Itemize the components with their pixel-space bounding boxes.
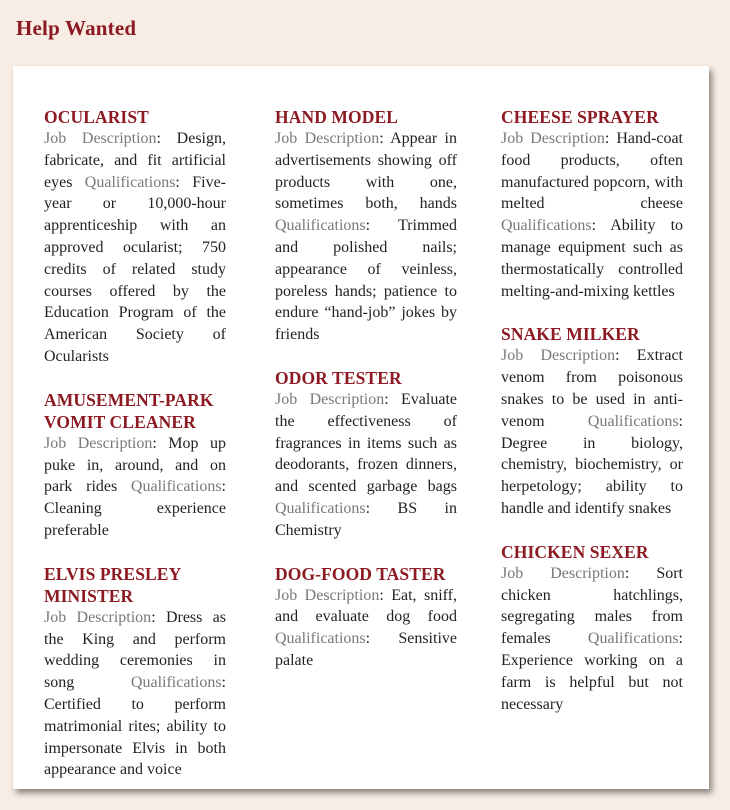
job-qualifications: BS in Chemistry <box>275 499 457 539</box>
job-description: Extract venom from poisonous snakes to be used in anti-venom <box>501 347 683 430</box>
job-description: Evaluate the effectiveness of fragrances in items such as deodorants, frozen dinners, and scented garbage bags <box>275 390 457 496</box>
job-qualifications: Ability to manage equipment such as thermostatically controlled melting-and-mixing kettles <box>501 217 684 300</box>
job-title: DOG-FOOD TASTER <box>275 563 446 584</box>
job-text: Job Description: Hand-coat food products, often manufactured popcorn, with melted cheese Qualifications: Ability to manage equipment such as thermostatically controlled melting-and-mixing kettles <box>501 130 684 300</box>
description-label: Job Description <box>275 390 385 408</box>
job-title: OCULARIST <box>44 107 149 127</box>
job-text: Job Description: Eat, sniff, and evaluate dog food Qualifications: Sensitive palate <box>275 586 457 669</box>
job-title: CHEESE SPRAYER <box>501 107 659 127</box>
description-label: Job Description <box>501 564 625 582</box>
qualifications-label: Qualifications <box>587 412 679 430</box>
job-description: Appear in advertisements showing off products with one, sometimes both, hands <box>275 130 457 213</box>
description-label: Job Description <box>44 608 152 626</box>
qualifications-label: Qualifications <box>275 630 366 648</box>
page-title: Help Wanted <box>16 16 137 40</box>
job-title: ELVIS PRESLEY MINISTER <box>44 563 181 606</box>
job-description: Eat, sniff, and evaluate dog food <box>275 586 457 626</box>
description-label: Job Description <box>275 130 380 147</box>
job-qualifications: Degree in biology, chemistry, biochemistry, or herpetology; ability to handle and identify snakes <box>501 434 683 517</box>
job-listing-odor-tester <box>275 367 457 542</box>
job-text: Job Description: Extract venom from poisonous snakes to be used in anti-venom Qualifications: Degree in biology, chemistry, biochemistry, or herpetology; ability to handle and identify snakes <box>501 347 683 517</box>
job-qualifications: Sensitive palate <box>275 630 457 669</box>
qualifications-label: Qualifications <box>275 217 366 235</box>
qualifications-label: Qualifications <box>587 630 679 648</box>
job-description: Design, fabricate, and fit artificial eyes <box>44 130 226 191</box>
qualifications-label: Qualifications <box>501 217 592 235</box>
job-text: Job Description: Dress as the King and perform wedding ceremonies in song Qualifications: Certified to perform matrimonial rites; ability to impersonate Elvis in both appearance and voice <box>44 608 227 779</box>
listing-column-3 <box>501 106 683 736</box>
job-text: Job Description: Sort chicken hatchlings, segregating males from females Qualifications: Experience working on a farm is helpful but not necessary <box>501 564 683 713</box>
job-listing-hand-model <box>275 106 457 346</box>
listing-column-2 <box>275 106 457 693</box>
job-description: Hand-coat food products, often manufactured popcorn, with melted cheese <box>501 130 683 213</box>
job-title: SNAKE MILKER <box>501 324 640 345</box>
description-label: Job Description <box>44 130 157 147</box>
job-title: CHICKEN SEXER <box>501 541 649 562</box>
job-listing-dog-food-taster <box>275 563 457 672</box>
listing-column-1 <box>44 106 226 802</box>
job-text: Job Description: Mop up puke in, around, and on park rides Qualifications: Cleaning experience preferable <box>44 434 227 539</box>
qualifications-label: Qualifications <box>275 499 366 517</box>
job-listing-ocularist <box>44 106 226 368</box>
job-qualifications: Five-year or 10,000-hour apprenticeship with an approved ocularist; 750 credits of related study courses offered by the Education Program of the American Society of Ocularists <box>44 173 226 365</box>
description-label: Job Description <box>275 586 380 604</box>
qualifications-label: Qualifications <box>84 173 176 191</box>
job-title: HAND MODEL <box>275 107 399 127</box>
job-listing-amusement-park-vomit-cleaner <box>44 389 226 542</box>
job-description: Dress as the King and perform wedding ceremonies in song <box>44 608 227 692</box>
qualifications-label: Qualifications <box>130 478 222 496</box>
description-label: Job Description <box>501 130 605 147</box>
job-description: Mop up puke in, around, and on park rides <box>44 434 227 496</box>
job-qualifications: Cleaning experience preferable <box>44 500 226 539</box>
job-title: ODOR TESTER <box>275 367 402 388</box>
description-label: Job Description <box>501 347 616 365</box>
job-text: Job Description: Appear in advertisements showing off products with one, sometimes both, hands Qualifications: Trimmed and polished nails; appearance of veinless, poreless hands; patience to endure “hand-job” jokes by friends <box>275 130 457 344</box>
qualifications-label: Qualifications <box>130 674 222 692</box>
job-description: Sort chicken hatchlings, segregating males from females <box>501 564 683 648</box>
job-listing-cheese-sprayer <box>501 106 683 302</box>
job-listing-snake-milker <box>501 323 683 519</box>
job-qualifications: Trimmed and polished nails; appearance of veinless, poreless hands; patience to endure “hand-job” jokes by friends <box>275 217 457 344</box>
description-label: Job Description <box>44 434 153 452</box>
job-listing-chicken-sexer <box>501 541 683 716</box>
job-qualifications: Certified to perform matrimonial rites; ability to impersonate Elvis in both appearance and voice <box>44 695 226 779</box>
job-title: AMUSEMENT-PARK VOMIT CLEANER <box>44 389 214 432</box>
job-listing-elvis-presley-minister <box>44 563 226 781</box>
job-qualifications: Experience working on a farm is helpful but not necessary <box>501 651 683 713</box>
job-text: Job Description: Evaluate the effectiveness of fragrances in items such as deodorants, frozen dinners, and scented garbage bags Qualifications: BS in Chemistry <box>275 390 457 539</box>
job-text: Job Description: Design, fabricate, and fit artificial eyes Qualifications: Five-year or 10,000-hour apprenticeship with an approved ocularist; 750 credits of related study courses offered by the Education Program of the American Society of Ocularists <box>44 130 226 365</box>
job-listings-card <box>13 66 709 789</box>
